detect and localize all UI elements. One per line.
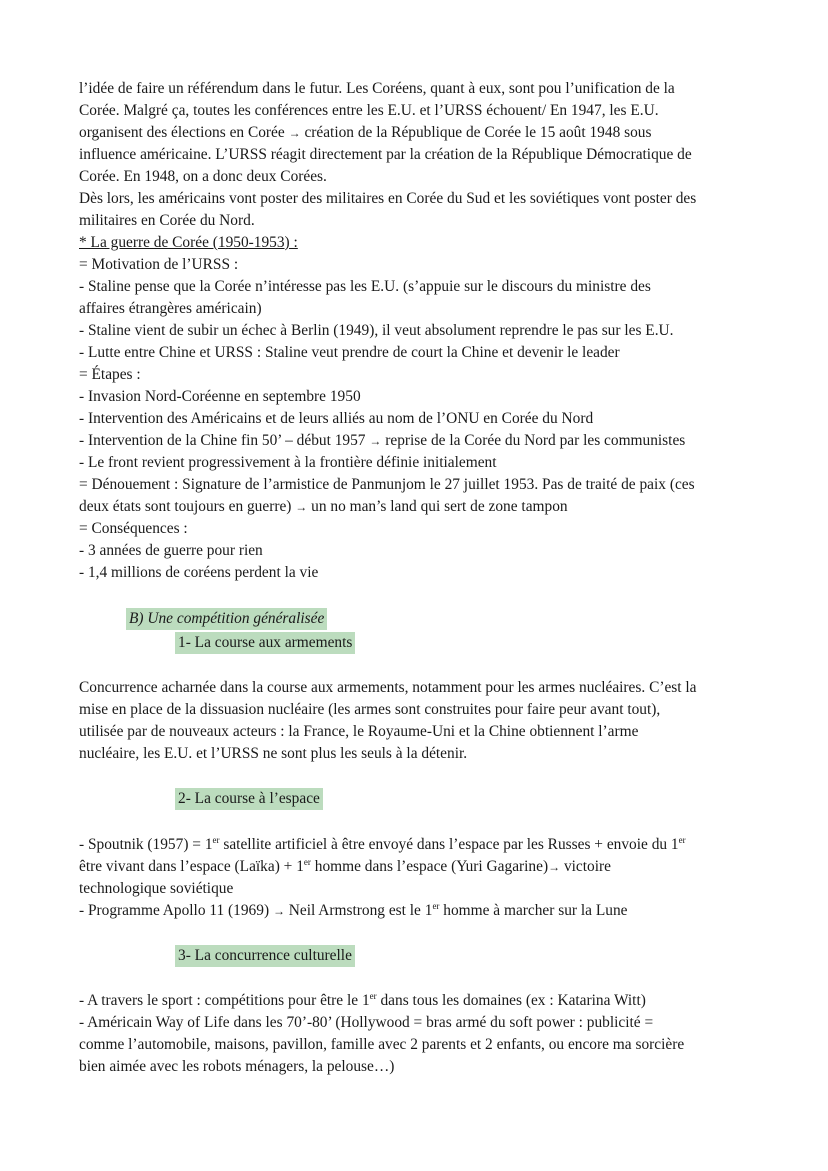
list-item: - Staline vient de subir un échec à Berlin (1949), il veut absolument reprendre le pas sur les E.U. bbox=[79, 322, 674, 339]
list-item: - Lutte entre Chine et URSS : Staline veut prendre de court la Chine et devenir le leader bbox=[79, 344, 620, 361]
list-item: - 3 années de guerre pour rien bbox=[79, 542, 263, 559]
list-item: - Américain Way of Life dans les 70’-80’ (Hollywood = bras armé du soft power : publicité = bbox=[79, 1014, 654, 1031]
text-line: l’idée de faire un référendum dans le futur. Les Coréens, quant à eux, sont pou l’unification de la bbox=[79, 80, 675, 97]
text-line: utilisée par de nouveaux acteurs : la France, le Royaume-Uni et la Chine obtiennent l’arme bbox=[79, 723, 639, 740]
subsection-3-heading: 3- La concurrence culturelle bbox=[175, 945, 355, 967]
subsection-1-heading: 1- La course aux armements bbox=[175, 632, 355, 654]
list-item: - Intervention de la Chine fin 50’ – début 1957 → reprise de la Corée du Nord par les communistes bbox=[79, 432, 686, 449]
text-line: militaires en Corée du Nord. bbox=[79, 212, 255, 229]
list-item: - A travers le sport : compétitions pour être le 1er dans tous les domaines (ex : Katarina Witt) bbox=[79, 991, 646, 1009]
war-heading: * La guerre de Corée (1950-1953) : bbox=[79, 234, 298, 251]
list-item: - Programme Apollo 11 (1969) → Neil Armstrong est le 1er homme à marcher sur la Lune bbox=[79, 901, 628, 919]
text-line: bien aimée avec les robots ménagers, la pelouse…) bbox=[79, 1058, 395, 1075]
arrow-glyph: → bbox=[288, 126, 301, 140]
list-item: - 1,4 millions de coréens perdent la vie bbox=[79, 564, 319, 581]
text-line: Dès lors, les américains vont poster des militaires en Corée du Sud et les soviétiques vont poster des bbox=[79, 190, 697, 207]
arrow-glyph: → bbox=[295, 500, 308, 514]
list-item: - Spoutnik (1957) = 1er satellite artificiel à être envoyé dans l’espace par les Russes + envoie du 1er bbox=[79, 835, 686, 853]
text-line: technologique soviétique bbox=[79, 880, 234, 897]
text-line: organisent des élections en Corée → création de la République de Corée le 15 août 1948 sous bbox=[79, 124, 652, 141]
arrow-glyph: → bbox=[369, 434, 382, 448]
text-line: mise en place de la dissuasion nucléaire (les armes sont construites pour faire peur avant tout), bbox=[79, 701, 661, 718]
text-line: être vivant dans l’espace (Laïka) + 1er homme dans l’espace (Yuri Gagarine)→ victoire bbox=[79, 857, 611, 875]
text-line: comme l’automobile, maisons, pavillon, famille avec 2 parents et 2 enfants, ou encore ma sorcière bbox=[79, 1036, 685, 1053]
list-item: - Le front revient progressivement à la frontière définie initialement bbox=[79, 454, 497, 471]
text-line: Concurrence acharnée dans la course aux armements, notamment pour les armes nucléaires. C’est la bbox=[79, 679, 697, 696]
text-line: influence américaine. L’URSS réagit directement par la création de la République Démocratique de bbox=[79, 146, 692, 163]
text-line: Corée. Malgré ça, toutes les conférences entre les E.U. et l’URSS échouent/ En 1947, les E.U. bbox=[79, 102, 659, 119]
list-item: affaires étrangères américain) bbox=[79, 300, 262, 317]
outcome-line: = Dénouement : Signature de l’armistice de Panmunjom le 27 juillet 1953. Pas de traité de paix (ces bbox=[79, 476, 695, 493]
section-b-heading: B) Une compétition généralisée bbox=[126, 608, 327, 630]
steps-title: = Étapes : bbox=[79, 366, 141, 383]
list-item: - Invasion Nord-Coréenne en septembre 1950 bbox=[79, 388, 361, 405]
arrow-glyph: → bbox=[548, 860, 561, 874]
list-item: - Staline pense que la Corée n’intéresse pas les E.U. (s’appuie sur le discours du ministre des bbox=[79, 278, 651, 295]
arrow-glyph: → bbox=[272, 904, 285, 918]
consequences-title: = Conséquences : bbox=[79, 520, 188, 537]
outcome-line: deux états sont toujours en guerre) → un no man’s land qui sert de zone tampon bbox=[79, 498, 568, 515]
text-line: Corée. En 1948, on a donc deux Corées. bbox=[79, 168, 327, 185]
motivation-title: = Motivation de l’URSS : bbox=[79, 256, 239, 273]
subsection-2-heading: 2- La course à l’espace bbox=[175, 788, 323, 810]
text-line: nucléaire, les E.U. et l’URSS ne sont plus les seuls à la détenir. bbox=[79, 745, 468, 762]
list-item: - Intervention des Américains et de leurs alliés au nom de l’ONU en Corée du Nord bbox=[79, 410, 594, 427]
